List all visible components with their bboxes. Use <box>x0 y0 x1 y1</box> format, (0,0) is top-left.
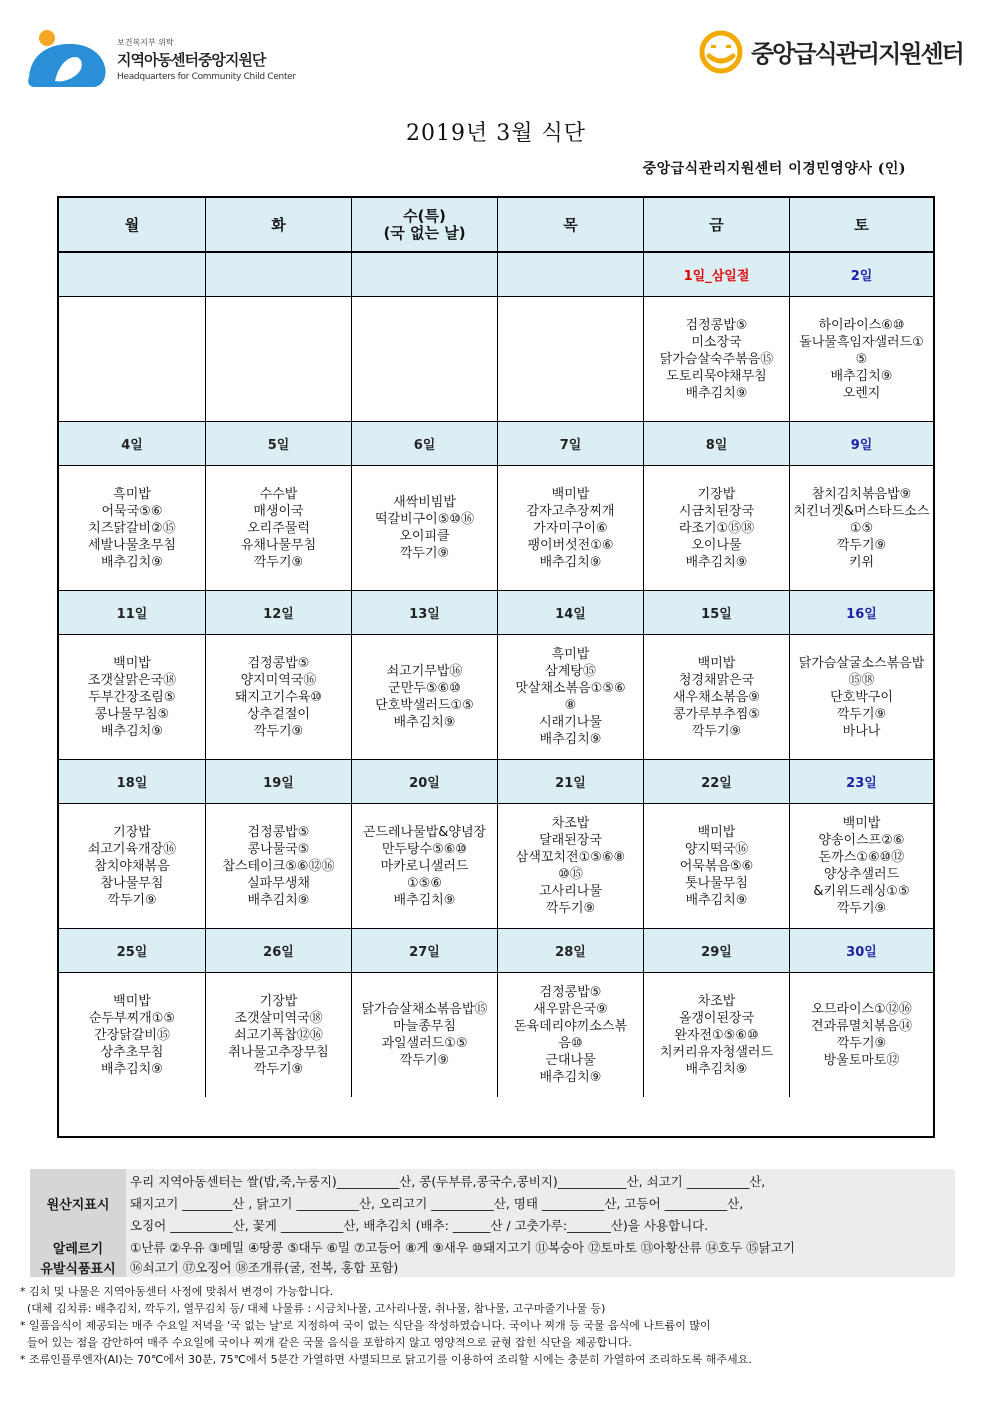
menu-item: 기장밥 <box>113 824 151 840</box>
menu-cell <box>644 466 790 590</box>
menu-item: ①⑤ <box>849 520 874 536</box>
date-cell: 13일 <box>352 591 498 634</box>
menu-item: 방울토마토⑫ <box>823 1053 900 1068</box>
menu-item: ⑤ <box>855 351 868 367</box>
menu-cell <box>790 973 933 1097</box>
menu-cell <box>498 804 644 928</box>
menu-item: 시래기나물 <box>539 715 602 730</box>
menu-cell <box>498 466 644 590</box>
menu-item: 견과류멸치볶음⑭ <box>811 1019 912 1034</box>
menu-item: 마카로니샐러드 <box>380 858 469 874</box>
menu-item: 배추김치⑨ <box>539 554 602 570</box>
menu-item: 어묵국⑤⑥ <box>101 503 163 519</box>
menu-cell <box>498 973 644 1097</box>
menu-item: 오리주물럭 <box>247 520 310 536</box>
menu-item: 가자미구이⑥ <box>533 520 608 536</box>
menu-item: 배추김치⑨ <box>393 715 456 730</box>
page-title: 2019년 3월 식단 <box>406 121 586 146</box>
menu-item: 백미밥 <box>842 816 881 831</box>
menu-item: 키위 <box>848 554 875 570</box>
menu-item: 오이나물 <box>691 537 742 553</box>
weekday-header <box>352 198 498 251</box>
date-cell: 12일 <box>206 591 352 634</box>
menu-item: 닭가슴살굴소스볶음밥 <box>798 655 925 671</box>
menu-cell <box>206 635 352 759</box>
date-cell: 30일 <box>790 929 933 972</box>
date-cell: 1일_삼일절 <box>644 253 790 296</box>
menu-cell <box>59 635 206 759</box>
date-cell <box>352 253 498 296</box>
logo-main-text: 지역아동센터중앙지원단 <box>117 51 266 69</box>
note-line: 들어 있는 점을 감안하여 매주 수요일에 국이나 찌개 같은 국물 음식을 포함하지 않고 영양적으로 균형 잡힌 식단을 제공합니다. <box>20 1336 632 1349</box>
date-cell: 19일 <box>206 760 352 803</box>
menu-cell <box>498 297 644 421</box>
menu-item: 만두탕수⑤⑥⑩ <box>381 841 468 857</box>
menu-cell <box>790 635 933 759</box>
note-line: * 일품음식이 제공되는 매주 수요일 저녁을 '국 없는 날'로 지정하여 국이 없는 식단을 작성하였습니다. 국이나 찌개 등 국물 음식에 나트륨이 많이 <box>20 1319 711 1332</box>
date-cell: 26일 <box>206 929 352 972</box>
menu-item: 감자고추장찌개 <box>526 503 615 519</box>
menu-cell <box>790 297 933 421</box>
menu-cell <box>59 804 206 928</box>
menu-item: 삼색꼬치전①⑤⑥⑧ <box>515 850 626 865</box>
menu-item: 깍두기⑨ <box>691 723 742 739</box>
menu-item: 배추김치⑨ <box>393 892 456 908</box>
menu-item: 찹스테이크⑤⑥⑫⑯ <box>222 858 335 874</box>
menu-item: 양지떡국⑯ <box>684 841 749 857</box>
menu-item: 곤드레나물밥&양념장 <box>362 824 487 840</box>
menu-item: 군만두⑤⑥⑩ <box>388 681 461 696</box>
menu-item: 배추김치⑨ <box>685 892 748 908</box>
menu-item: 톳나물무침 <box>685 875 748 891</box>
menu-cell <box>206 973 352 1097</box>
menu-item: 깍두기⑨ <box>107 892 157 908</box>
menu-item: 콩나물무침⑤ <box>94 706 170 722</box>
origin-line: 오징어 __________산, 꽃게 __________산, 배추김치 (배추: ______산 / 고춧가루:_______산)을 사용합니다. <box>130 1218 709 1233</box>
menu-item: 검정콩밥⑤ <box>685 317 748 333</box>
menu-item: 고사리나물 <box>539 884 602 899</box>
logo-english-text: Headquarters for Community Child Center <box>117 72 296 82</box>
menu-item: 어묵볶음⑤⑥ <box>679 858 754 874</box>
menu-item: 치커리유자청샐러드 <box>659 1044 774 1060</box>
menu-cell <box>644 297 790 421</box>
date-cell: 9일 <box>790 422 933 465</box>
menu-cell <box>352 804 498 928</box>
menu-item: 배추김치⑨ <box>539 1070 602 1085</box>
menu-item: 깍두기⑨ <box>836 1036 887 1051</box>
menu-item: 깍두기⑨ <box>545 901 596 916</box>
menu-item: 오렌지 <box>842 385 881 401</box>
menu-item: 참나물무침 <box>100 875 164 891</box>
menu-item: 단호박구이 <box>830 689 893 705</box>
date-cell <box>206 253 352 296</box>
menu-item: 돌나물흑임자샐러드① <box>799 334 924 350</box>
menu-item: 세발나물초무침 <box>88 537 176 553</box>
menu-item: 하이라이스⑥⑩ <box>818 317 905 333</box>
support-center-logo <box>697 28 967 76</box>
menu-item: 깍두기⑨ <box>836 537 887 553</box>
menu-item: 콩나물국⑤ <box>247 841 310 857</box>
menu-item: 백미밥 <box>697 824 736 840</box>
menu-item: 치킨너겟&머스타드소스 <box>793 503 930 519</box>
origin-line: 우리 지역아동센터는 쌀(밥,죽,누룽지)__________산, 콩(두부류,콩국수,콩비지)___________산, 쇠고기 __________산, <box>130 1174 766 1189</box>
menu-item: 쇠고기육개장⑯ <box>87 841 177 857</box>
menu-item: 배추김치⑨ <box>830 368 893 384</box>
menu-item: 배추김치⑨ <box>685 1061 748 1077</box>
menu-item: 차조밥 <box>697 993 736 1009</box>
note-line: (대체 김치류: 배추김치, 깍두기, 열무김치 등/ 대체 나물류 : 시금치나물, 고사리나물, 취나물, 참나물, 고구마줄기나물 등) <box>20 1302 606 1315</box>
center-logo <box>25 27 325 97</box>
smile-icon <box>697 30 745 74</box>
menu-cell <box>352 297 498 421</box>
date-cell: 14일 <box>498 591 644 634</box>
menu-item: 깍두기⑨ <box>836 901 887 916</box>
menu-item: 깍두기⑨ <box>253 723 304 739</box>
menu-item: 유채나물무침 <box>240 537 317 553</box>
menu-item: 돈육데리야끼소스볶 <box>513 1019 628 1034</box>
menu-item: 배추김치⑨ <box>101 1061 163 1077</box>
menu-item: 간장닭갈비⑮ <box>94 1027 170 1043</box>
date-cell: 8일 <box>644 422 790 465</box>
menu-item: 깍두기⑨ <box>399 1053 450 1068</box>
menu-item: 닭가슴살숙주볶음⑮ <box>659 351 774 367</box>
date-cell: 27일 <box>352 929 498 972</box>
date-cell: 15일 <box>644 591 790 634</box>
date-cell: 7일 <box>498 422 644 465</box>
menu-item: 백미밥 <box>113 993 151 1009</box>
menu-item: 달래된장국 <box>539 833 602 848</box>
menu-item: 맛살채소볶음①⑤⑥ <box>515 681 626 696</box>
menu-item: 돼지고기수육⑩ <box>234 689 322 705</box>
menu-item: 양지미역국⑯ <box>240 672 317 688</box>
menu-item: &키위드레싱①⑤ <box>813 884 910 899</box>
menu-cell <box>352 635 498 759</box>
weekday-header: 목 <box>498 198 644 251</box>
menu-cell <box>59 466 206 590</box>
menu-item: 마늘종무침 <box>393 1019 456 1034</box>
menu-calendar-grid <box>57 196 935 1138</box>
menu-cell <box>498 635 644 759</box>
weekday-header: 화 <box>206 198 352 251</box>
date-cell: 2일 <box>790 253 933 296</box>
menu-item: 깍두기⑨ <box>253 554 304 570</box>
menu-item: 떡갈비구이⑤⑩⑯ <box>374 512 475 527</box>
date-cell: 6일 <box>352 422 498 465</box>
allergy-label: 알레르기 <box>30 1237 126 1257</box>
date-cell: 5일 <box>206 422 352 465</box>
support-center-logo-text: 중앙급식관리지원센터 <box>751 40 963 68</box>
weekday-header: 월 <box>59 198 206 251</box>
date-cell: 28일 <box>498 929 644 972</box>
menu-cell <box>59 297 206 421</box>
menu-cell <box>206 466 352 590</box>
menu-item: 조갯살맑은국⑱ <box>87 672 177 688</box>
center-logo-icon <box>25 27 111 89</box>
menu-item: 근대나물 <box>545 1053 596 1068</box>
menu-item: 콩가루부추찜⑤ <box>672 706 760 722</box>
weekday-label: 수(특) <box>403 206 446 225</box>
menu-item: 청경채맑은국 <box>678 672 755 688</box>
menu-item: 오므라이스①⑫⑯ <box>811 1002 912 1017</box>
menu-item: 쇠고기무밥⑯ <box>386 664 463 679</box>
menu-item: 기장밥 <box>259 993 298 1009</box>
menu-cell <box>352 973 498 1097</box>
menu-item: 조갯살미역국⑱ <box>234 1010 323 1026</box>
menu-item: 배추김치⑨ <box>101 723 163 739</box>
date-cell <box>59 253 206 296</box>
date-cell <box>498 253 644 296</box>
menu-item: 차조밥 <box>551 816 590 831</box>
menu-item: ⑩⑮ <box>558 867 583 882</box>
menu-cell <box>790 466 933 590</box>
weekday-label: (국 없는 날) <box>383 223 466 242</box>
menu-item: 과일샐러드①⑤ <box>381 1036 468 1051</box>
origin-line: 돼지고기 ________산 , 닭고기 __________산, 오리고기 __________산, 명태 __________산, 고등어 __________산, <box>130 1196 744 1211</box>
menu-item: 치즈닭갈비②⑮ <box>88 520 176 536</box>
date-cell: 4일 <box>59 422 206 465</box>
note-line: * 김치 및 나물은 지역아동센터 사정에 맞춰서 변경이 가능합니다. <box>20 1285 334 1298</box>
date-cell: 25일 <box>59 929 206 972</box>
menu-item: 배추김치⑨ <box>685 385 748 401</box>
menu-item: 실파무생채 <box>247 875 310 891</box>
menu-item: 바나나 <box>842 723 881 739</box>
menu-item: 참치김치볶음밥⑨ <box>811 486 912 502</box>
menu-cell <box>59 973 206 1097</box>
menu-item: 새싹비빔밥 <box>393 495 456 510</box>
menu-item: 배추김치⑨ <box>685 554 748 570</box>
menu-item: 닭가슴살채소볶음밥⑮ <box>361 1002 488 1017</box>
menu-item: 배추김치⑨ <box>101 554 163 570</box>
date-cell: 29일 <box>644 929 790 972</box>
date-cell: 11일 <box>59 591 206 634</box>
menu-item: 검정콩밥⑤ <box>247 824 310 840</box>
menu-item: 올갱이된장국 <box>678 1010 755 1026</box>
menu-item: 백미밥 <box>697 655 736 671</box>
menu-item: ⑮⑱ <box>848 672 875 688</box>
menu-cell <box>644 635 790 759</box>
menu-item: 양상추샐러드 <box>823 867 900 882</box>
note-line: * 조류인플루엔자(AI)는 70℃에서 30분, 75℃에서 5분간 가열하면 사멸되므로 닭고기를 이용하여 조리할 시에는 충분히 가열하여 조리하도록 해주세요. <box>20 1353 752 1366</box>
menu-item: 도토리묵야채무침 <box>666 368 767 384</box>
menu-item: 미소장국 <box>691 334 742 350</box>
menu-item: 기장밥 <box>697 486 736 502</box>
menu-item: 검정콩밥⑤ <box>539 985 602 1000</box>
menu-item: 라조기①⑮⑱ <box>678 520 755 536</box>
menu-cell <box>790 804 933 928</box>
menu-item: 삼계탕⑮ <box>545 664 596 679</box>
date-cell: 18일 <box>59 760 206 803</box>
menu-item: 깍두기⑨ <box>399 546 450 561</box>
menu-cell <box>206 297 352 421</box>
menu-item: 완자전①⑤⑥⑩ <box>674 1027 759 1043</box>
menu-item: 깍두기⑨ <box>253 1061 304 1077</box>
menu-item: 두부간장조림⑤ <box>88 689 176 705</box>
menu-cell <box>644 804 790 928</box>
menu-item: 매생이국 <box>253 503 304 519</box>
page-subtitle: 중앙급식관리지원센터 이경민영양사 (인) <box>642 161 906 177</box>
menu-item: 검정콩밥⑤ <box>247 655 310 671</box>
menu-item: 백미밥 <box>551 486 590 502</box>
date-cell: 16일 <box>790 591 933 634</box>
menu-cell <box>206 804 352 928</box>
menu-item: 새우채소볶음⑨ <box>672 689 760 705</box>
menu-item: 단호박샐러드①⑤ <box>375 698 474 713</box>
weekday-header: 토 <box>790 198 933 251</box>
date-cell: 20일 <box>352 760 498 803</box>
date-cell: 23일 <box>790 760 933 803</box>
menu-item: 양송이스프②⑥ <box>818 833 905 848</box>
date-cell: 22일 <box>644 760 790 803</box>
menu-item: 취나물고추장무침 <box>228 1044 329 1060</box>
menu-item: 순두부찌개①⑤ <box>88 1010 176 1026</box>
footer-info-box <box>30 1169 955 1277</box>
weekday-header: 금 <box>644 198 790 251</box>
allergy-label: 유발식품표시 <box>30 1257 126 1277</box>
menu-item: 오이피클 <box>399 529 450 544</box>
logo-sub-text: 보건복지부 위탁 <box>117 38 174 47</box>
allergy-line: ①난류 ②우유 ③메밀 ④땅콩 ⑤대두 ⑥밀 ⑦고등어 ⑧게 ⑨새우 ⑩돼지고기 ⑪복숭아 ⑫토마토 ⑬아황산류 ⑭호두 ⑮닭고기 <box>130 1240 795 1255</box>
menu-item: ①⑤⑥ <box>407 875 442 891</box>
menu-cell <box>352 466 498 590</box>
menu-item: 쇠고기폭찹⑫⑯ <box>234 1027 323 1043</box>
menu-item: 상추겉절이 <box>247 706 310 722</box>
origin-label: 원산지표시 <box>30 1169 126 1237</box>
menu-item: 깍두기⑨ <box>836 706 887 722</box>
menu-item: 흑미밥 <box>113 486 151 502</box>
allergy-line: ⑯쇠고기 ⑰오징어 ⑱조개류(굴, 전복, 홍합 포함) <box>130 1260 399 1275</box>
menu-item: 돈까스①⑥⑩⑫ <box>818 850 905 865</box>
menu-cell <box>644 973 790 1097</box>
menu-item: 수수밥 <box>259 486 298 502</box>
date-cell: 21일 <box>498 760 644 803</box>
menu-item: 참치야채볶음 <box>94 858 170 874</box>
menu-item: 음⑩ <box>558 1036 583 1051</box>
menu-item: 상추초무침 <box>100 1044 164 1060</box>
menu-item: 새우맑은국⑨ <box>533 1002 608 1017</box>
menu-item: ⑧ <box>564 698 577 713</box>
menu-item: 백미밥 <box>113 655 151 671</box>
notes <box>20 1283 752 1368</box>
menu-item: 시금치된장국 <box>678 503 755 519</box>
menu-item: 팽이버섯전①⑥ <box>527 537 614 553</box>
menu-item: 흑미밥 <box>551 647 590 662</box>
menu-item: 배추김치⑨ <box>247 892 310 908</box>
menu-item: 배추김치⑨ <box>539 732 602 747</box>
